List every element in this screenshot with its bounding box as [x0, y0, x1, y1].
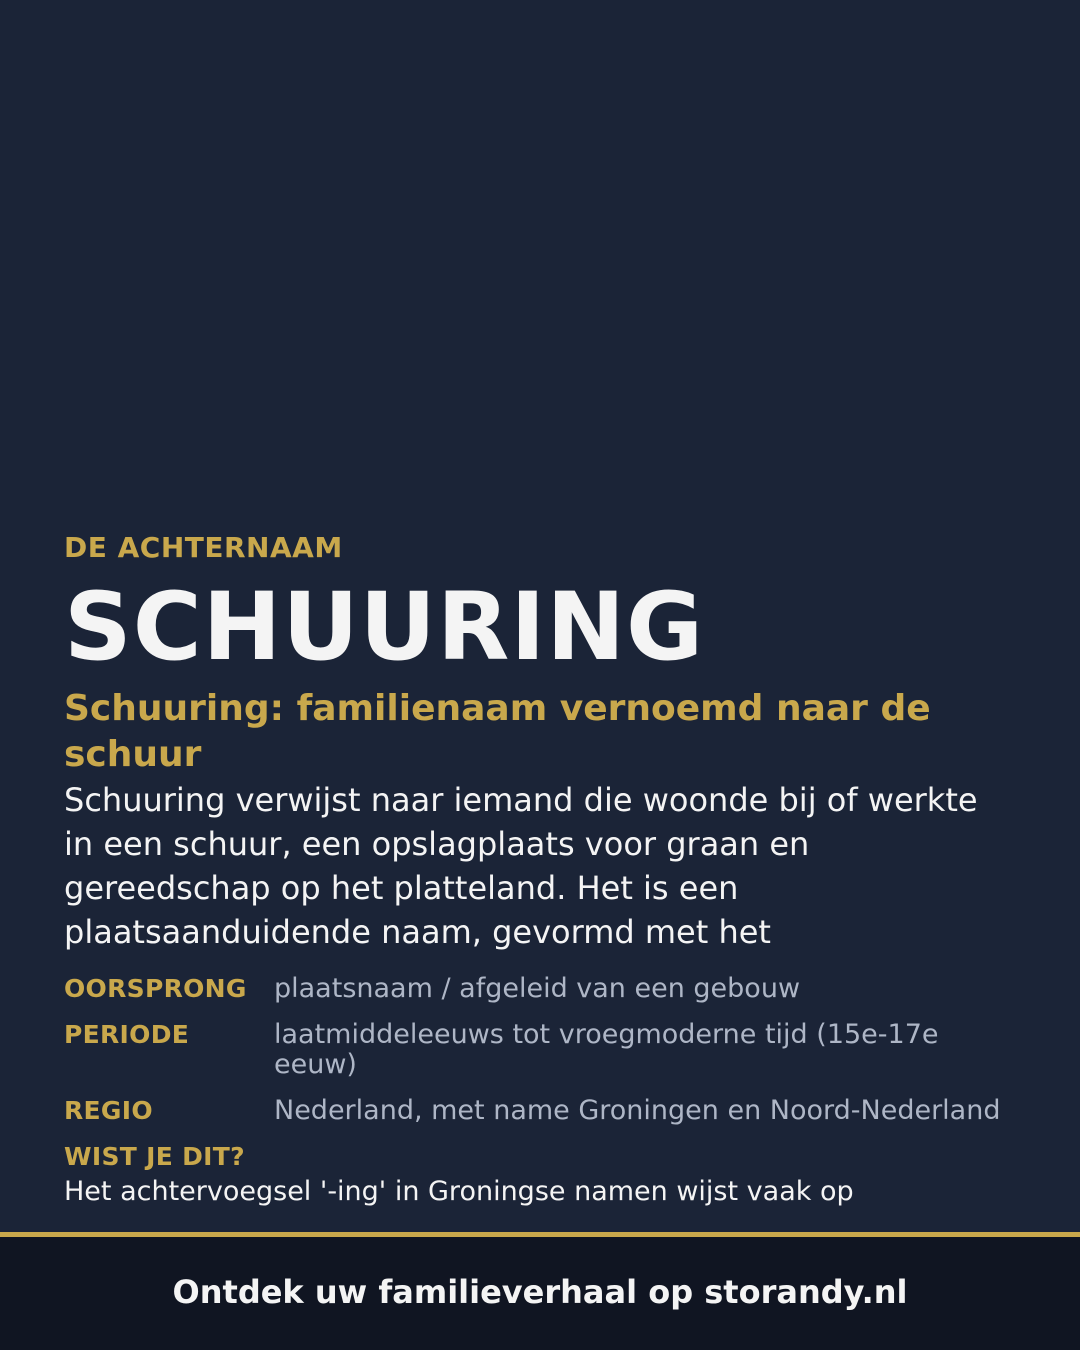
fact-value: Nederland, met name Groningen en Noord-Nederland — [274, 1095, 1001, 1126]
footer-banner — [0, 1232, 1080, 1350]
did-you-know-text: Het achtervoegsel '-ing' in Groningse namen wijst vaak op — [64, 1176, 854, 1207]
surname-title: SCHUURING — [64, 573, 705, 682]
fact-value: laatmiddeleeuws tot vroegmoderne tijd (15e-17e eeuw) — [274, 1019, 939, 1080]
fact-value: plaatsnaam / afgeleid van een gebouw — [274, 973, 801, 1004]
kicker-label: DE ACHTERNAAM — [64, 531, 343, 564]
surname-card — [64, 530, 1016, 1210]
surname-description: Schuuring verwijst naar iemand die woonde bij of werkte in een schuur, een opslagplaats voor graan en gereedschap op het platteland. Het is een plaatsaanduidende naam, gevormd met het — [64, 781, 978, 951]
fact-label: PERIODE — [64, 1020, 190, 1049]
fact-row-origin — [64, 974, 1016, 1004]
surname-subtitle: Schuuring: familienaam vernoemd naar de schuur — [64, 688, 931, 775]
fact-row-region — [64, 1096, 1016, 1126]
facts-list — [64, 974, 1016, 1126]
fact-label: REGIO — [64, 1096, 153, 1125]
fact-row-period — [64, 1020, 1016, 1080]
footer-cta-text: Ontdek uw familieverhaal op storandy.nl — [172, 1272, 908, 1311]
fact-label: OORSPRONG — [64, 974, 247, 1003]
did-you-know-label: WIST JE DIT? — [64, 1142, 245, 1171]
